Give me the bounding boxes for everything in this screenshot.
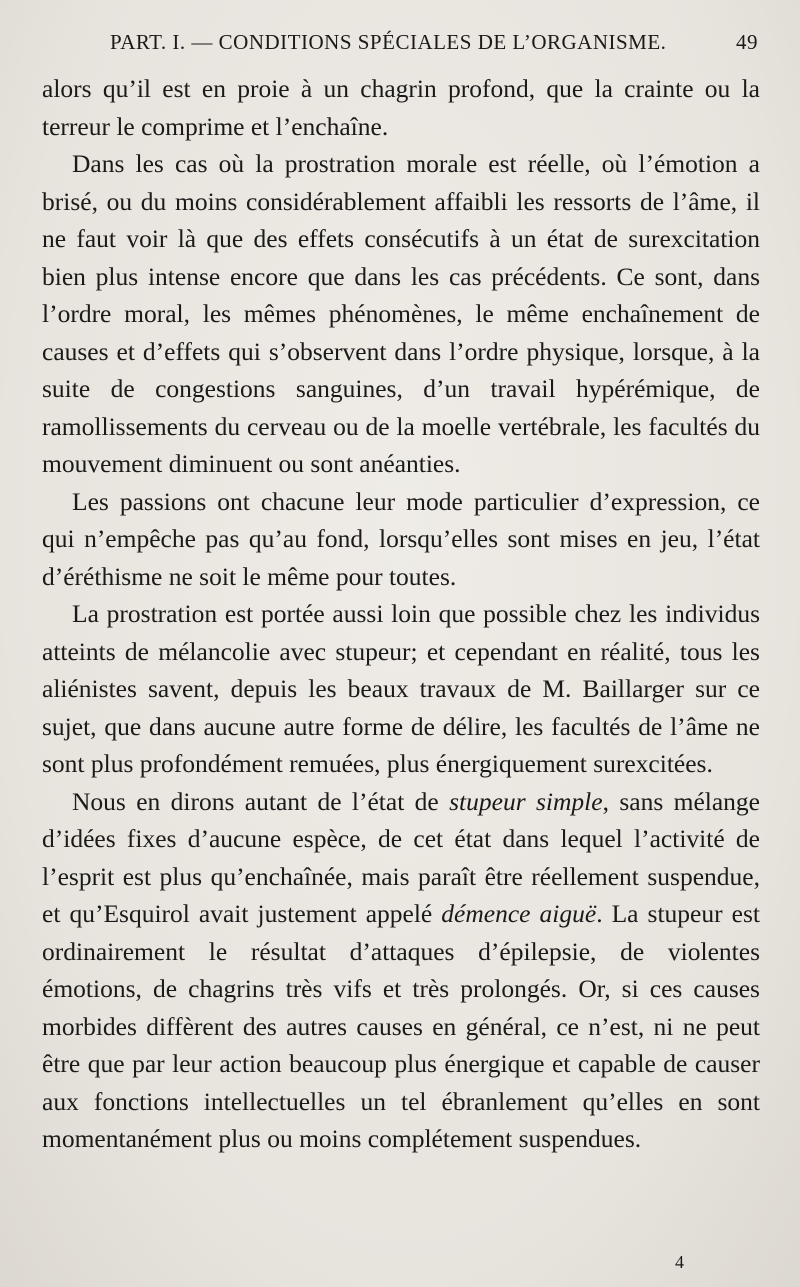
paragraph-2 <box>42 145 760 483</box>
paragraph-text: alors qu’il est en proie à un chagrin profond, que la crainte ou la terreur le comprime et l’enchaîne. <box>42 74 760 141</box>
paragraph-text: , sans mélange d’idées fixes d’aucune espèce, de cet état dans lequel l’activité de l’esprit est plus qu’enchaînée, mais paraît être réellement suspendue, et qu’Esquirol avait justement appelé <box>42 786 760 928</box>
page-number: 49 <box>736 30 758 54</box>
body-text <box>42 70 760 1158</box>
paragraph-text: Les passions ont chacune leur mode particulier d’expression, ce qui n’empêche pas qu’au fond, lorsqu’elles sont mises en jeu, l’état d’éréthisme ne soit le même pour toutes. <box>42 486 760 591</box>
paragraph-text: Nous en dirons autant de l’état de <box>72 786 450 816</box>
paragraph-5 <box>42 783 760 1158</box>
signature-mark: 4 <box>675 1252 684 1272</box>
paragraph-text: . La stupeur est ordinairement le résultat d’attaques d’épilepsie, de violentes émotions, de chagrins très vifs et très prolongés. Or, si ces causes morbides diffèrent des autres causes en général, ce n’est, ni ne peut être que par leur action beaucoup plus énergique et capable de causer aux fonctions intellectuelles un tel ébranlement qu’elles en sont momentanément plus ou moins complétement suspendues. <box>42 899 760 1153</box>
running-title: PART. I. — CONDITIONS SPÉCIALES DE L’ORGANISME. <box>110 30 667 54</box>
paragraph-text: Dans les cas où la prostration morale est réelle, où l’émotion a brisé, ou du moins considérablement affaibli les ressorts de l’âme, il ne faut voir là que des effets consécutifs à un état de surexcitation bien plus intense encore que dans les cas précédents. Ce sont, dans l’ordre moral, les mêmes phénomènes, le même enchaînement de causes et d’effets qui s’observent dans l’ordre physique, lorsque, à la suite de congestions sanguines, d’un travail hypérémique, de ramollissements du cerveau ou de la moelle vertébrale, les facultés du mouvement diminuent ou sont anéanties. <box>42 149 760 478</box>
paragraph-1 <box>42 70 760 145</box>
paragraph-4 <box>42 595 760 783</box>
paragraph-3 <box>42 483 760 596</box>
running-header <box>42 30 760 70</box>
italic-term: stupeur simple <box>449 786 603 816</box>
paragraph-text: La prostration est portée aussi loin que possible chez les individus atteints de mélancolie avec stupeur; et cependant en réalité, tous les aliénistes savent, depuis les beaux travaux de M. Baillarger sur ce sujet, que dans aucune autre forme de délire, les facultés de l’âme ne sont plus profondément remuées, plus énergiquement surexcitées. <box>42 599 760 778</box>
italic-term: démence aiguë <box>441 899 597 928</box>
